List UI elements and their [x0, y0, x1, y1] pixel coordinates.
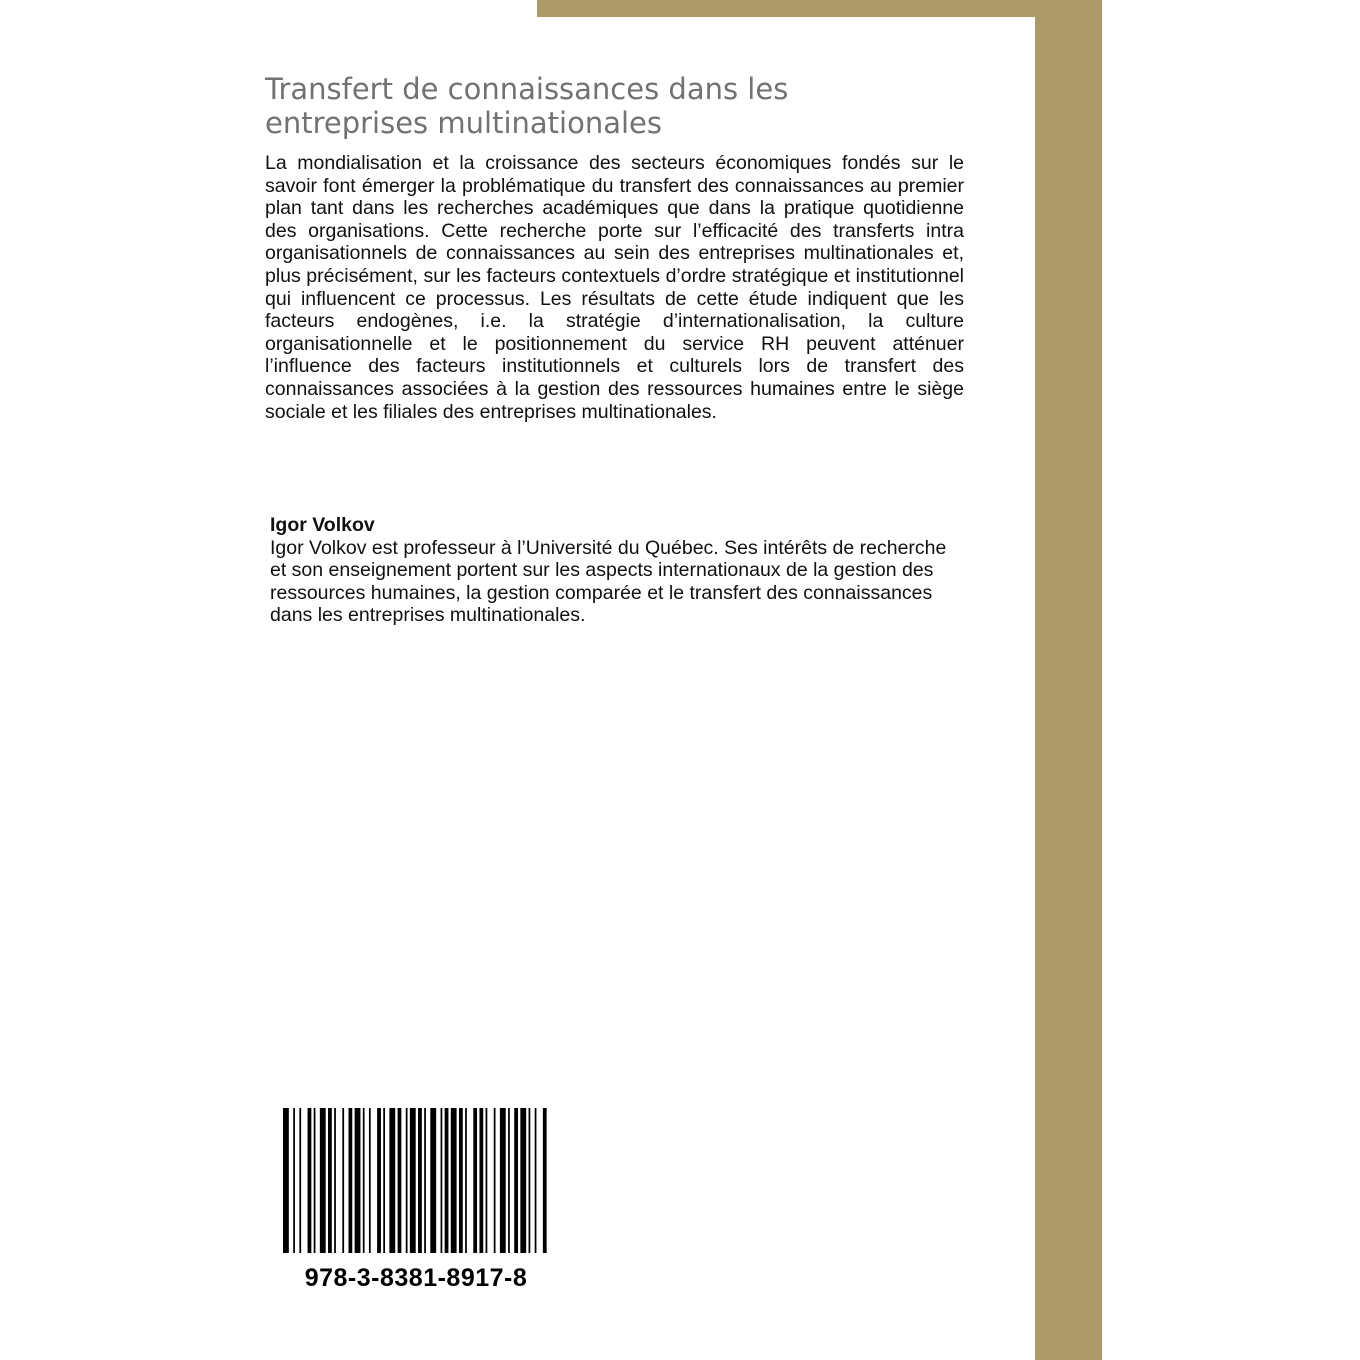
author-name: Igor Volkov: [270, 514, 375, 536]
book-title-line-1: Transfert de connaissances dans les: [265, 72, 789, 106]
author-bio: Igor Volkov est professeur à l’Université du Québec. Ses intérêts de recherche et son enseignement portent sur les aspects internationaux de la gestion des ressources humaines, la gestion comparée et le transfert des connaissances dans les entreprises multinationales.: [270, 536, 947, 627]
cover-spine-bar: [1035, 0, 1102, 1360]
book-abstract: La mondialisation et la croissance des secteurs économiques fondés sur le savoir font émerger la problématique du transfert des connaissances au premier plan tant dans les recherches académiques que dans la pratique quotidienne des organisations. Cette recherche porte sur l’efficacité des transferts intra organisationnels de connaissances au sein des entreprises multinationales et, plus précisément, sur les facteurs contextuels d’ordre stratégique et institutionnel qui influencent ce processus. Les résultats de cette étude indiquent que les facteurs endogènes, i.e. la stratégie d’internationalisation, la culture organisationnelle et le positionnement du service RH peuvent atténuer l’influence des facteurs institutionnels et culturels lors de transfert des connaissances associées à la gestion des ressources humaines entre le siège sociale et les filiales des entreprises multinationales.: [265, 152, 964, 423]
book-title-line-2: entreprises multinationales: [265, 106, 662, 140]
barcode-graphic: [283, 1108, 549, 1253]
isbn-number: 978-3-8381-8917-8: [304, 1264, 528, 1292]
cover-accent-bar-top: [537, 0, 1102, 17]
book-title: [265, 72, 965, 140]
author-block: [270, 514, 960, 627]
isbn-barcode: [283, 1108, 549, 1253]
